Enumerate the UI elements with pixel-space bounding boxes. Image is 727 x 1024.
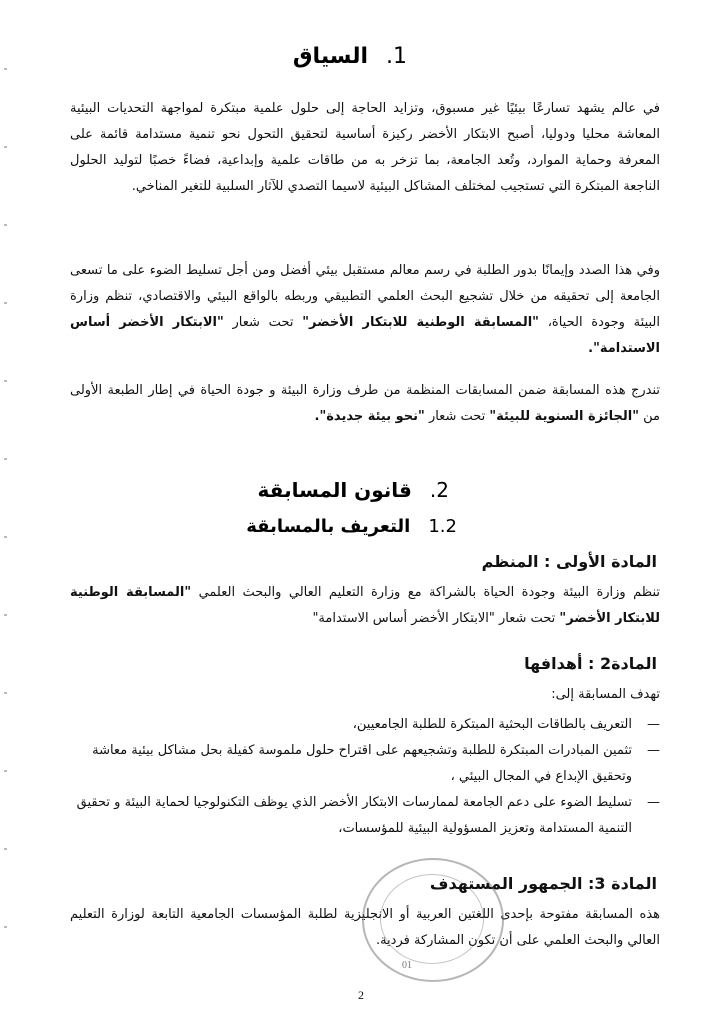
list-item: — تسليط الضوء على دعم الجامعة لممارسات الابتكار الأخضر الذي يوظف التكنولوجيا لحماية البيئة و تحقيق التنمية المستدامة وتعزيز المسؤولية البيئية للمؤسسات، xyxy=(70,790,660,842)
subsection-2-1-number: 1.2 xyxy=(428,516,457,537)
article-1-title: المادة الأولى : المنظم xyxy=(481,552,657,571)
article-2-title: المادة2 : أهدافها xyxy=(524,654,657,673)
section-1-title xyxy=(293,44,407,69)
subsection-2-1-heading: التعريف بالمسابقة xyxy=(246,516,411,537)
list-item: — تثمين المبادرات المبتكرة للطلبة وتشجيعهم على اقتراح حلول ملموسة كفيلة بحل مشاكل بيئية معاشة وتحقيق الإبداع في المجال البيئي ، xyxy=(70,738,660,790)
article-2-intro: تهدف المسابقة إلى: xyxy=(551,687,660,702)
stamp-number: 01 xyxy=(402,960,412,971)
section-1-paragraph-1: في عالم يشهد تسارعًا بيئيًا غير مسبوق، وتزايد الحاجة إلى حلول علمية مبتكرة لمواجهة التحديات البيئية المعاشة محليا ودوليا، أصبح الابتكار الأخضر ركيزة أساسية لتحقيق التحول نحو تنمية مستدامة قائمة على المعرفة وحماية الموارد، وتُعد الجامعة، بما تزخر به من طاقات علمية وإبداعية، فضاءً خصبًا لتوليد الحلول الناجعة المبتكرة التي تستجيب لمختلف المشاكل البيئية لاسيما التصدي للآثار السلبية للتغير المناخي. xyxy=(70,101,660,194)
scan-margin-marks xyxy=(4,30,7,990)
subsection-2-1-title xyxy=(246,516,457,537)
list-item: — التعريف بالطاقات البحثية المبتكرة للطلبة الجامعيين، xyxy=(70,712,660,738)
article-1-text: تنظم وزارة البيئة وجودة الحياة بالشراكة مع وزارة التعليم العالي والبحث العلمي "المسابقة الوطنية للابتكار الأخضر" تحت شعار "الابتكار الأخضر أساس الاستدامة" xyxy=(70,585,660,626)
section-1-heading: السياق xyxy=(292,44,368,69)
article-3-title: المادة 3: الجمهور المستهدف xyxy=(429,874,657,893)
article-3-text: هذه المسابقة مفتوحة بإحدى اللغتين العربية أو الانجليزية لطلبة المؤسسات الجامعية التابعة لوزارة التعليم العالي والبحث العلمي على أن تكون المشاركة فردية. xyxy=(70,907,660,948)
section-1-paragraph-2: وفي هذا الصدد وإيمانًا بدور الطلبة في رسم معالم مستقبل بيئي أفضل ومن أجل تسليط الضوء على ما تسعى الجامعة إلى تحقيقه من خلال تشجيع البحث العلمي التطبيقي وربطه بالواقع البيئي والاقتصادي، تنظم وزارة البيئة وجودة الحياة، "المسابقة الوطنية للابتكار الأخضر" تحت شعار "الابتكار الأخضر أساس الاستدامة". xyxy=(70,263,660,356)
section-2-heading: قانون المسابقة xyxy=(257,478,412,502)
section-1-paragraph-3: تندرج هذه المسابقة ضمن المسابقات المنظمة من طرف وزارة البيئة و جودة الحياة في إطار الطبعة الأولى من "الجائزة السنوية للبيئة" تحت شعار "نحو بيئة جديدة". xyxy=(70,383,660,424)
section-2-title xyxy=(258,478,449,502)
page-number: 2 xyxy=(358,988,364,1002)
official-stamp xyxy=(362,858,504,982)
section-1-number: 1. xyxy=(386,44,407,69)
section-2-number: 2. xyxy=(429,478,449,502)
article-2-goals-list xyxy=(70,712,660,842)
